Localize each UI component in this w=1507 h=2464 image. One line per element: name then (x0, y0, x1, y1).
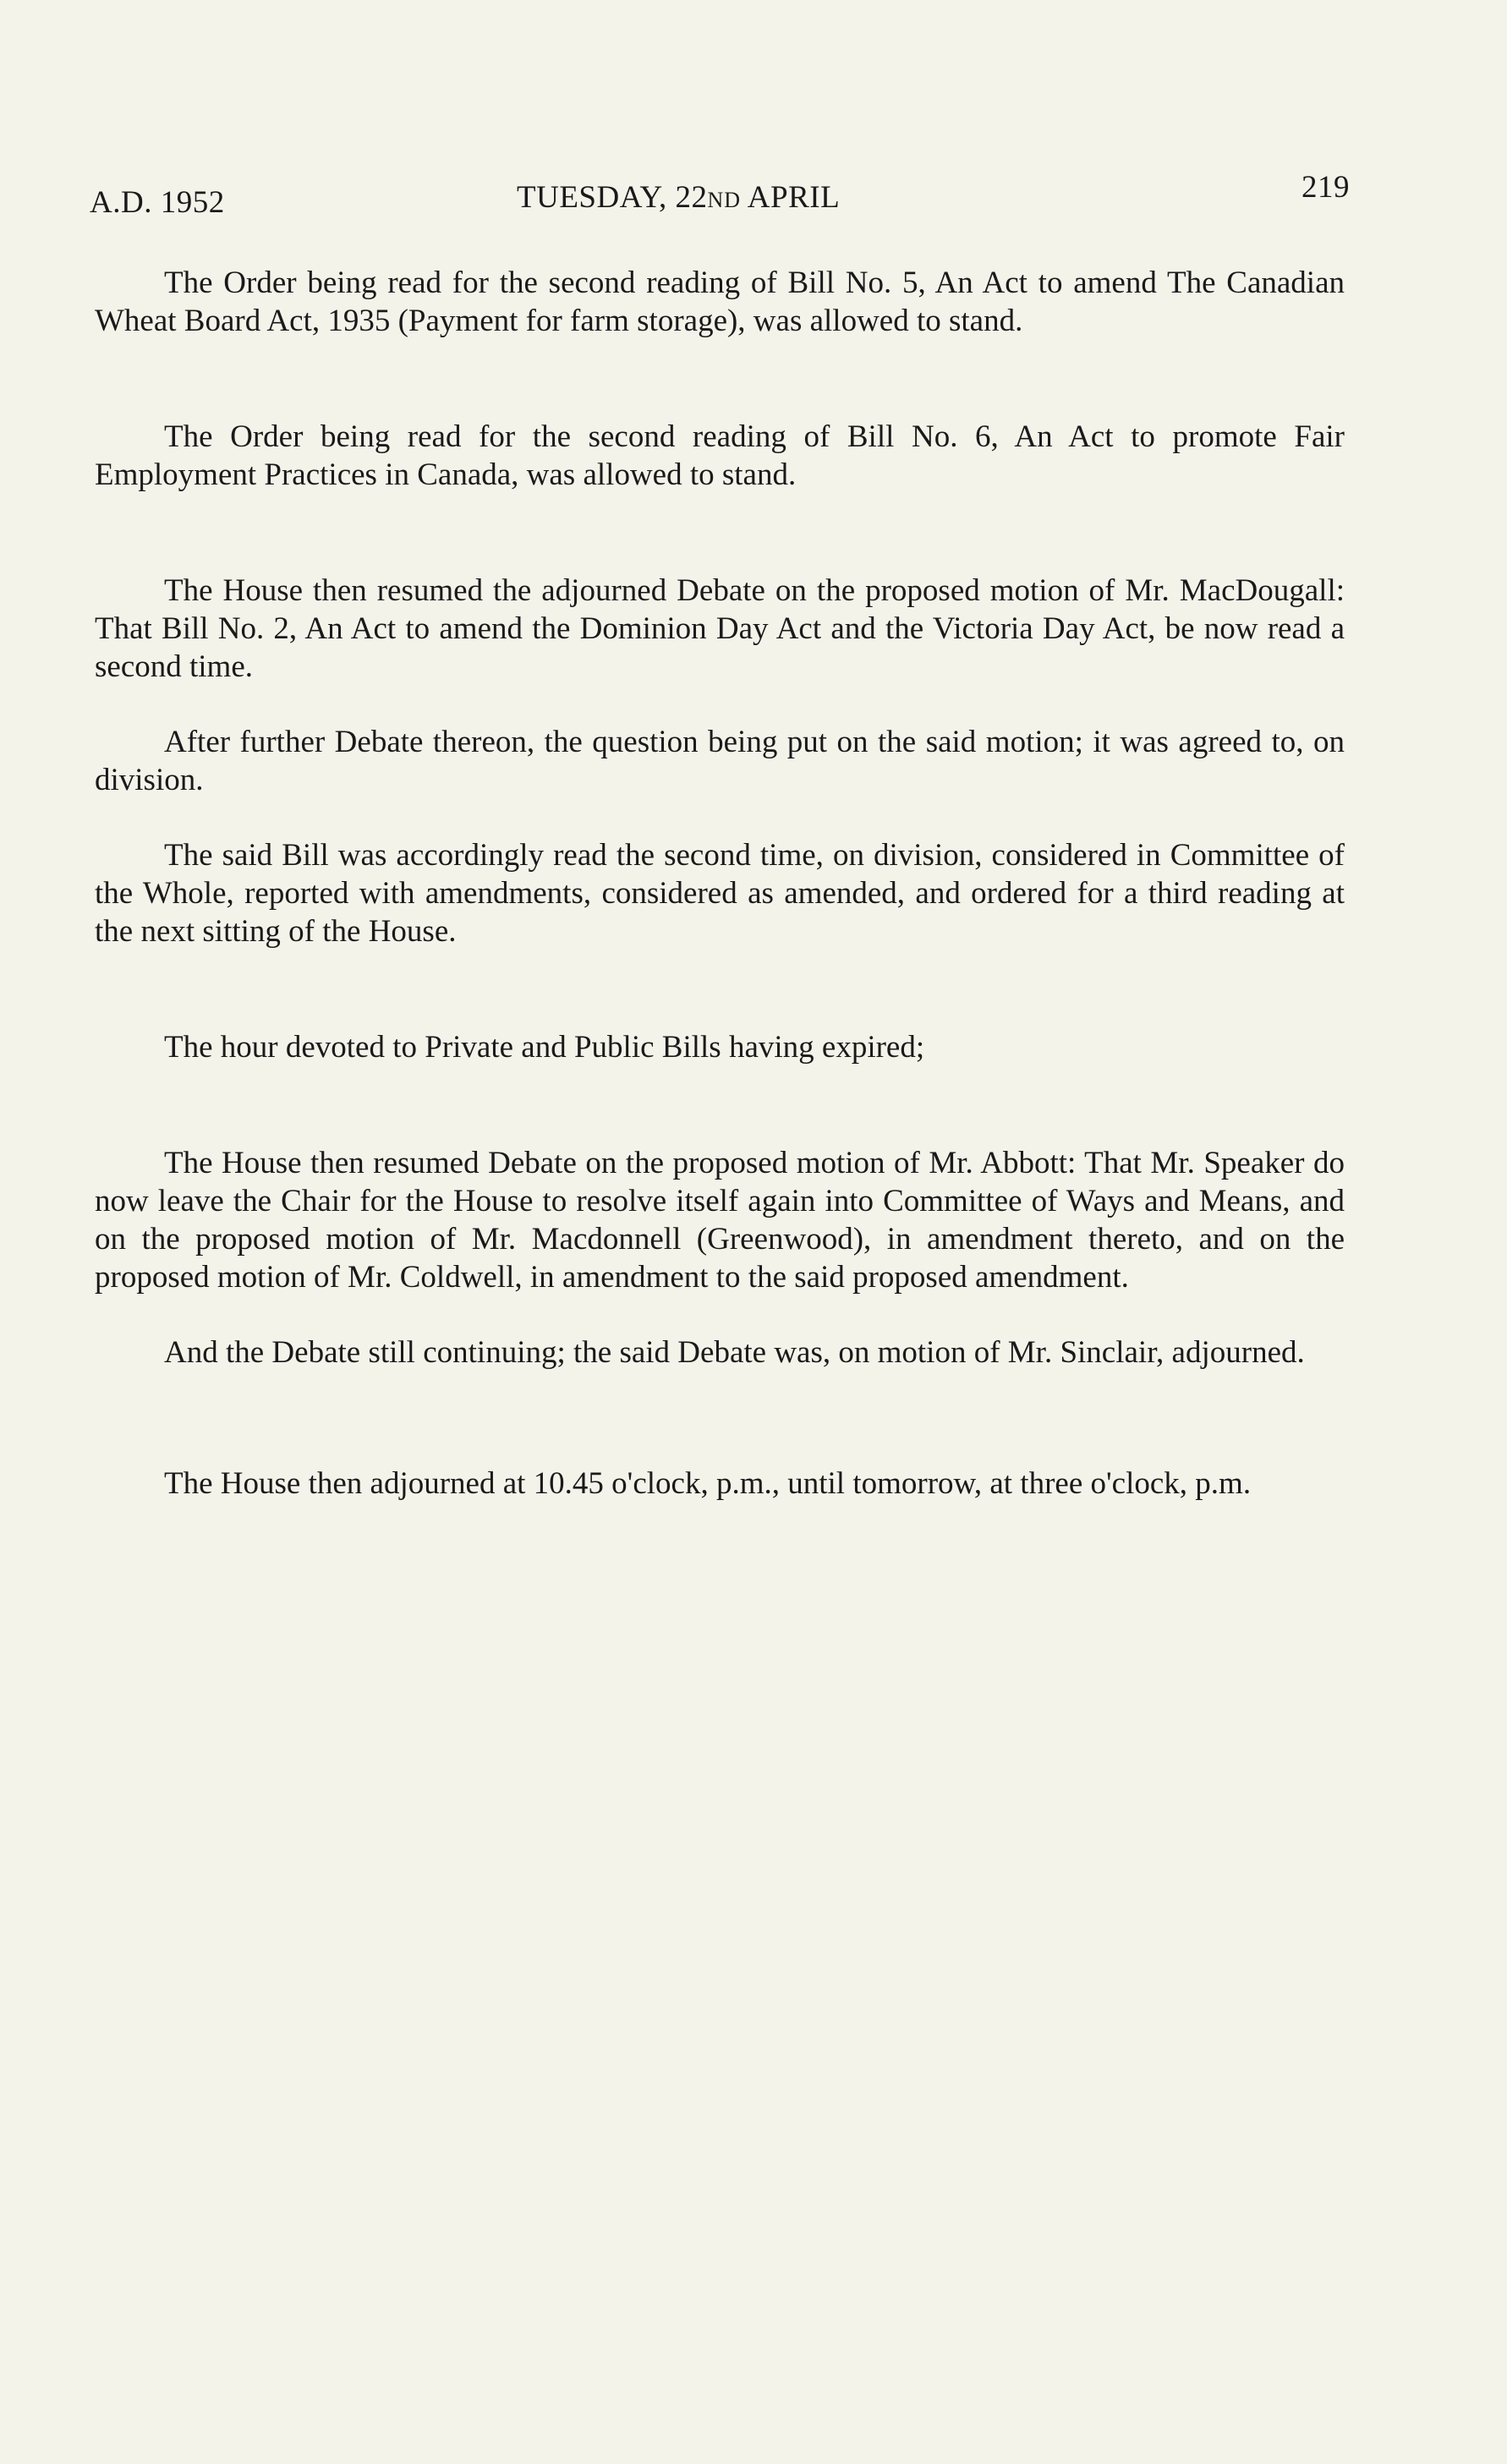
paragraph-hour-expired: The hour devoted to Private and Public Bills having expired; (164, 1030, 925, 1065)
header-month: APRIL (741, 180, 841, 215)
page-number: 219 (1302, 170, 1350, 205)
page-header (90, 169, 1350, 220)
paragraph-debate-adjourned: And the Debate still continuing; the said Debate was, on motion of Mr. Sinclair, adjourned. (164, 1335, 1305, 1370)
header-date (517, 179, 840, 216)
header-day: TUESDAY, 22 (517, 180, 708, 215)
paragraph-debate-bill-2: The House then resumed the adjourned Debate on the proposed motion of Mr. MacDougall: That Bill No. 2, An Act to amend the Dominion Day Act and the Victoria Day Act, be now read a second time. (95, 573, 1345, 684)
paragraph-bill-5: The Order being read for the second reading of Bill No. 5, An Act to amend The Canadian Wheat Board Act, 1935 (Payment for farm storage), was allowed to stand. (95, 266, 1345, 338)
paragraph-bill-6: The Order being read for the second reading of Bill No. 6, An Act to promote Fair Employment Practices in Canada, was allowed to stand. (95, 419, 1345, 492)
paragraph-house-adjourned: The House then adjourned at 10.45 o'clock, p.m., until tomorrow, at three o'clock, p.m. (164, 1466, 1252, 1501)
journal-body (95, 264, 1345, 1503)
paragraph-question-agreed: After further Debate thereon, the question being put on the said motion; it was agreed to, on division. (95, 725, 1345, 797)
header-day-suffix: ND (707, 188, 742, 212)
header-year: A.D. 1952 (90, 185, 225, 220)
paragraph-bill-read-second-time: The said Bill was accordingly read the second time, on division, considered in Committee of the Whole, reported with amendments, considered as amended, and ordered for a third reading at the next sitting of the House. (95, 838, 1345, 949)
paragraph-ways-and-means-debate: The House then resumed Debate on the proposed motion of Mr. Abbott: That Mr. Speaker do now leave the Chair for the House to resolve itself again into Committee of Ways and Means, and on the proposed motion of Mr. Macdonnell (Greenwood), in amendment thereto, and on the proposed motion of Mr. Coldwell, in amendment to the said proposed amendment. (95, 1146, 1345, 1295)
